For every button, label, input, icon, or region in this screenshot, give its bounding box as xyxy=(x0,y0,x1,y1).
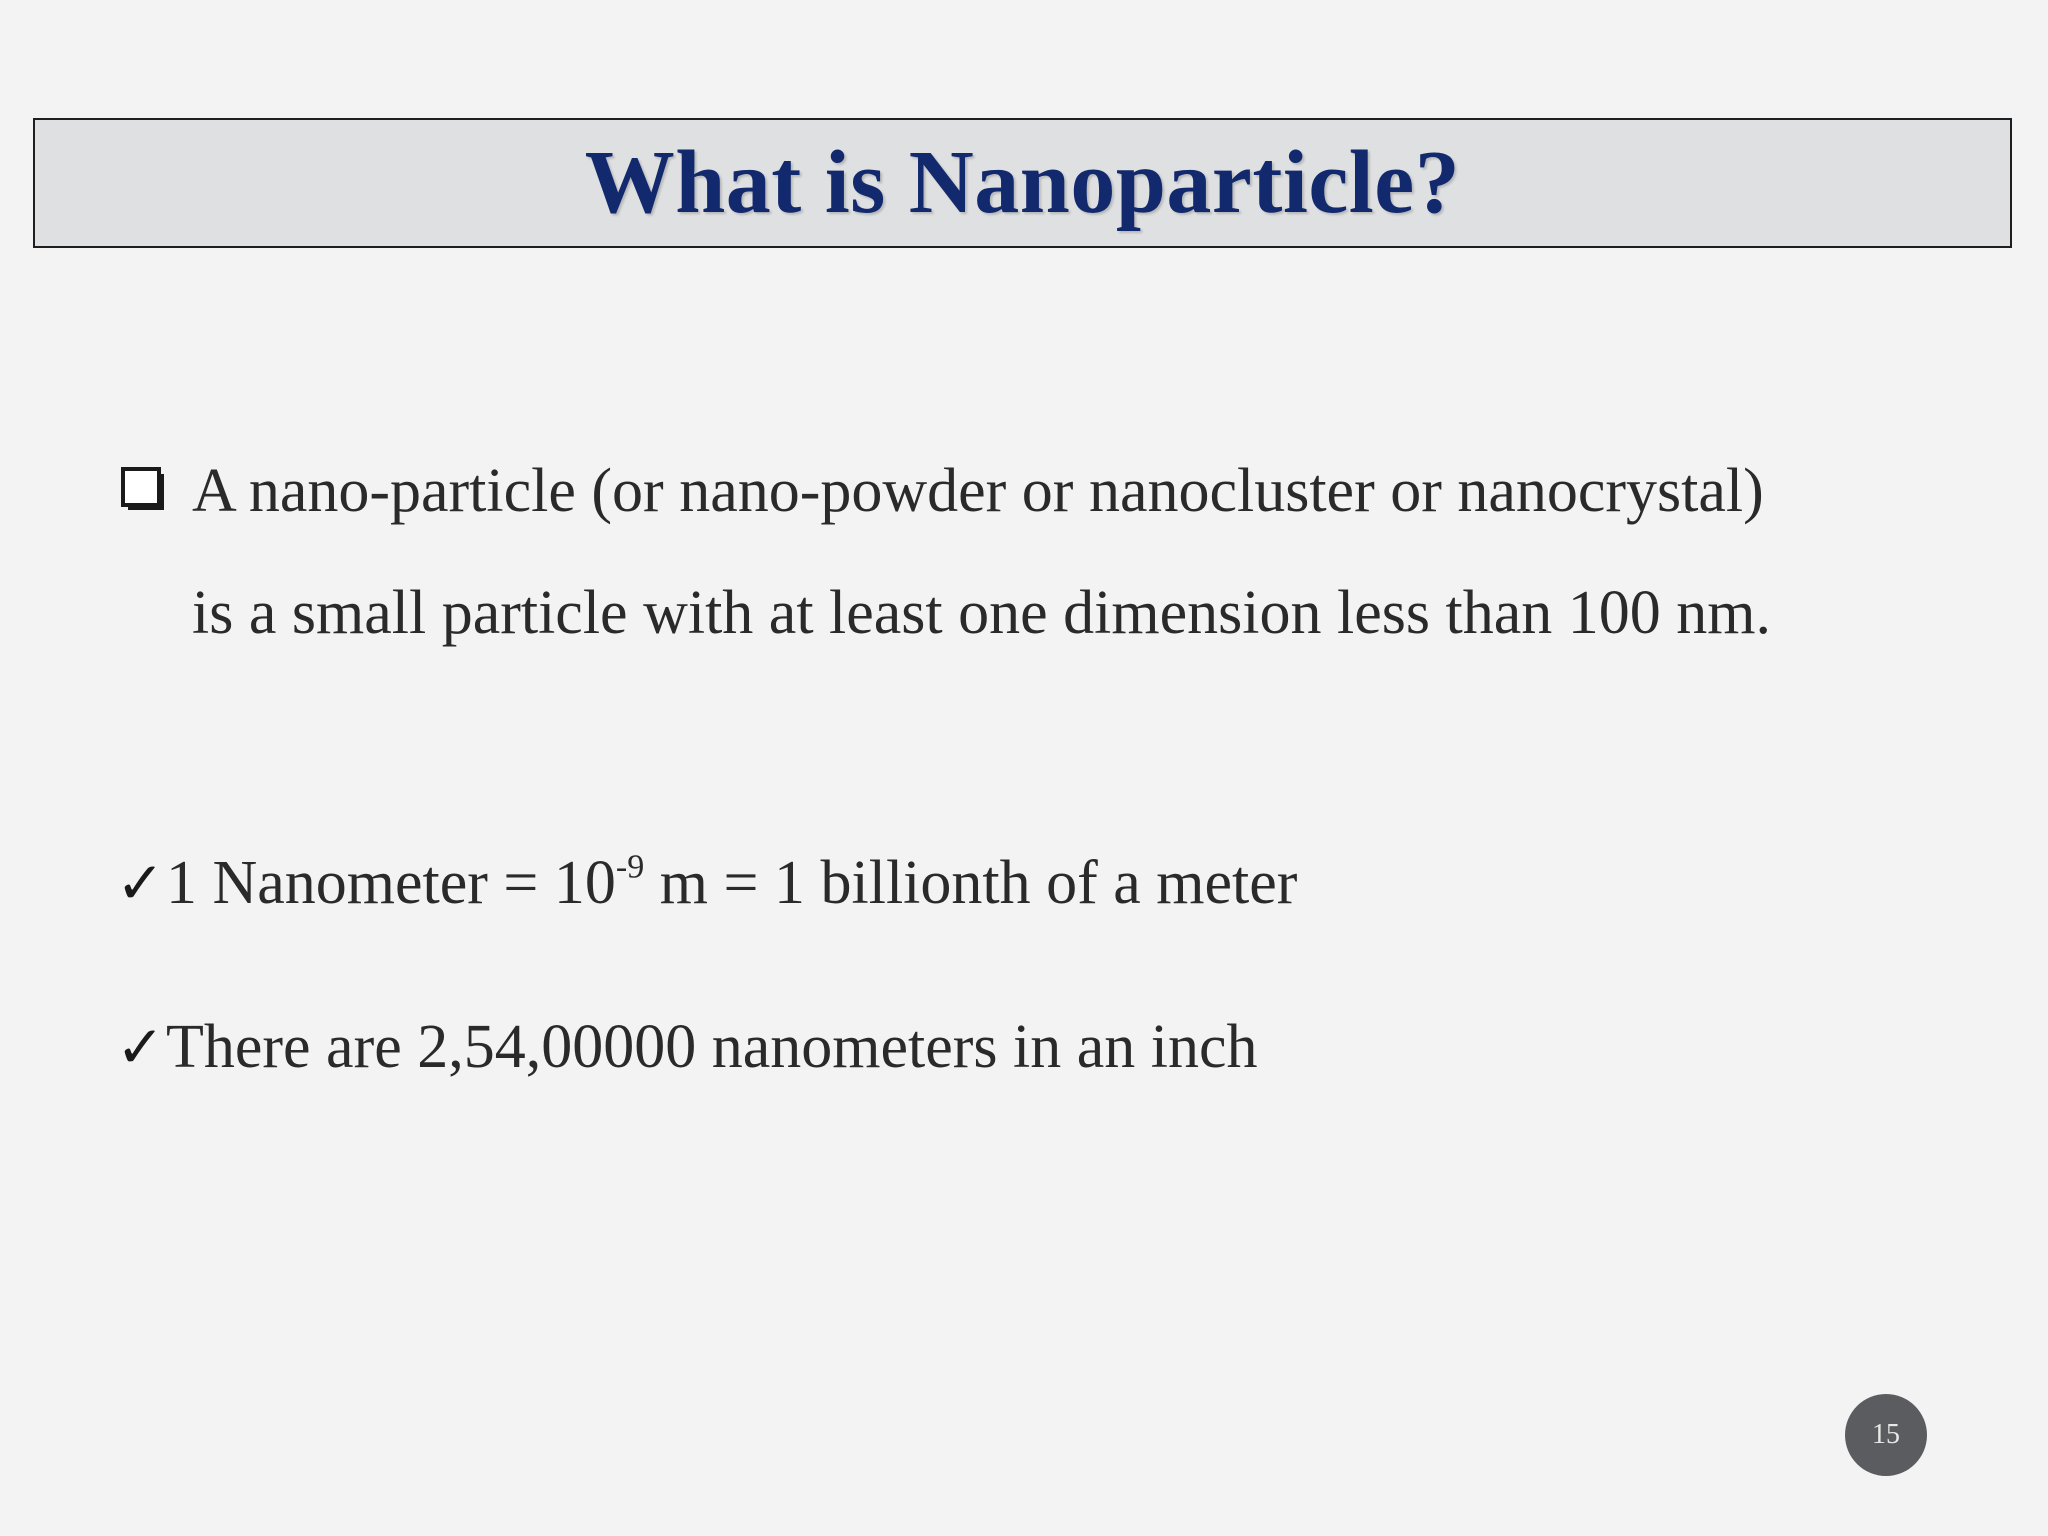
fact-prefix: 1 Nanometer = 10 xyxy=(166,849,616,917)
fact-text xyxy=(166,848,1298,917)
checkmark-icon: ✓ xyxy=(116,849,165,917)
fact-suffix: m = 1 billionth of a meter xyxy=(644,849,1298,917)
fact-exponent: -9 xyxy=(615,848,645,886)
page-number-badge: 15 xyxy=(1845,1394,1927,1476)
definition-line-2: is a small particle with at least one dimension less than 100 nm. xyxy=(192,579,1771,647)
title-banner xyxy=(33,118,2012,248)
slide-title: What is Nanoparticle? xyxy=(584,133,1461,232)
fact-text: There are 2,54,00000 nanometers in an inch xyxy=(166,1013,1258,1081)
definition-line-1: A nano-particle (or nano-powder or nanocluster or nanocrystal) xyxy=(192,457,1764,525)
fact-item xyxy=(116,848,1298,917)
checkmark-icon: ✓ xyxy=(116,1013,165,1081)
square-bullet-icon xyxy=(120,466,168,514)
fact-item xyxy=(116,1013,1258,1081)
